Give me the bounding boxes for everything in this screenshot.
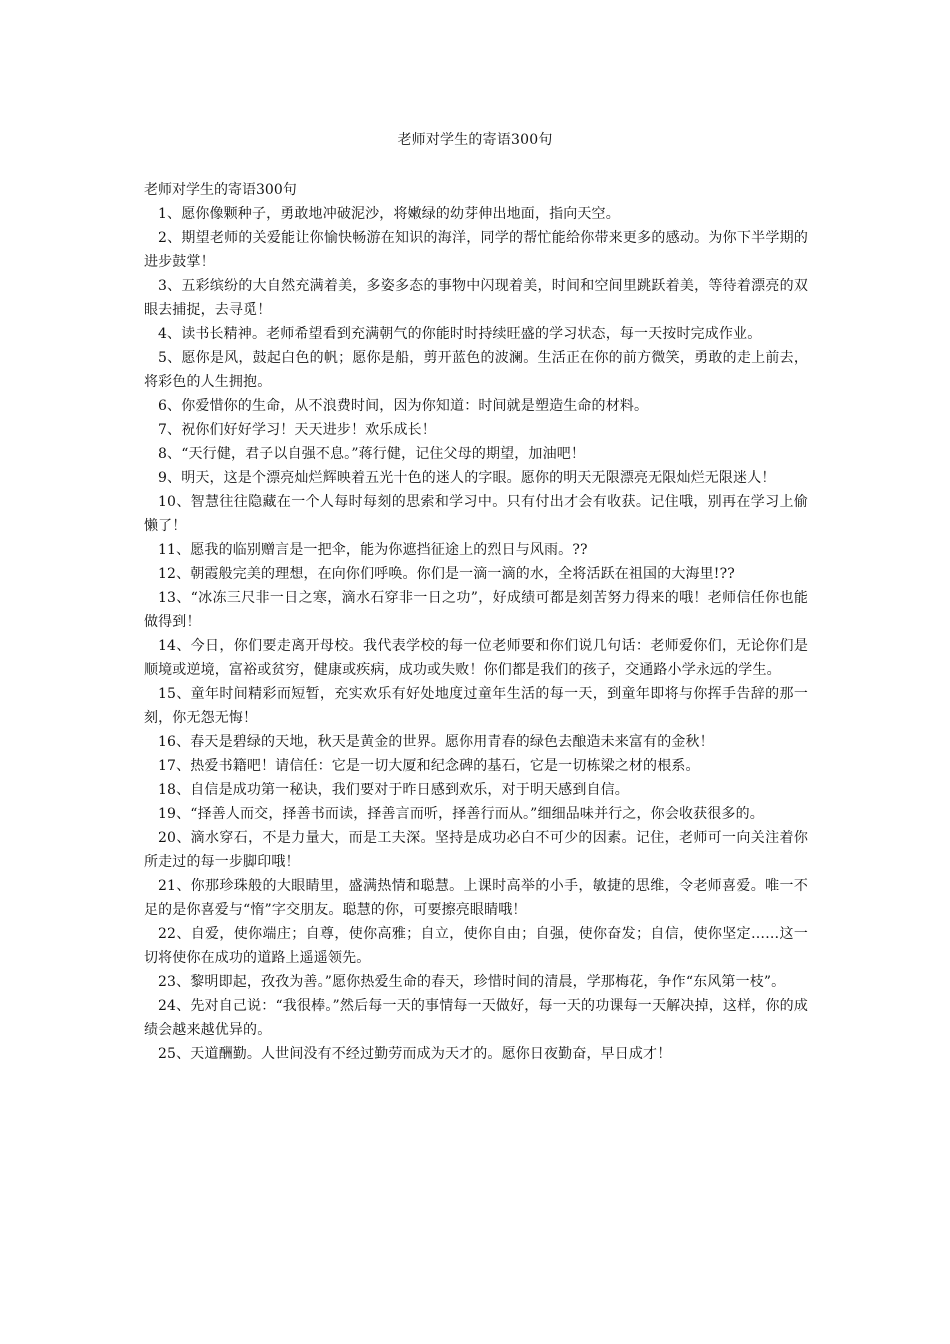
paragraph-2: 2、期望老师的关爱能让你愉快畅游在知识的海洋，同学的帮忙能给你带来更多的感动。为你下半学期的进步鼓掌！ xyxy=(144,230,808,270)
paragraph-25: 25、天道酬勤。人世间没有不经过勤劳而成为天才的。愿你日夜勤奋，早日成才！ xyxy=(158,1046,672,1062)
paragraph-21: 21、你那珍珠般的大眼睛里，盛满热情和聪慧。上课时高举的小手，敏捷的思维，令老师喜爱。唯一不足的是你喜爱与“惰”字交朋友。聪慧的你，可要擦亮眼睛哦！ xyxy=(144,878,808,918)
paragraph-6: 6、你爱惜你的生命，从不浪费时间，因为你知道：时间就是塑造生命的材料。 xyxy=(158,398,649,414)
paragraph-9: 9、明天，这是个漂亮灿烂辉映着五光十色的迷人的字眼。愿你的明天无限漂亮无限灿烂无限迷人！ xyxy=(158,470,776,486)
paragraph-5: 5、愿你是风，鼓起白色的帆；愿你是船，剪开蓝色的波澜。生活正在你的前方微笑，勇敢的走上前去，将彩色的人生拥抱。 xyxy=(144,350,808,390)
document-title: 老师对学生的寄语300句 xyxy=(397,132,553,148)
paragraph-8: 8、“天行健，君子以自强不息。”蒋行健，记住父母的期望，加油吧！ xyxy=(158,446,586,462)
paragraph-1: 1、愿你像颗种子，勇敢地冲破泥沙，将嫩绿的幼芽伸出地面，指向天空。 xyxy=(158,206,620,222)
paragraph-14: 14、今日，你们要走离开母校。我代表学校的每一位老师要和你们说几句话：老师爱你们，无论你们是顺境或逆境，富裕或贫穷，健康或疾病，成功或失败！你们都是我们的孩子，交通路小学永远的学生。 xyxy=(144,638,808,678)
paragraph-15: 15、童年时间精彩而短暂，充实欢乐有好处地度过童年生活的每一天，到童年即将与你挥手告辞的那一刻，你无怨无悔！ xyxy=(144,686,808,726)
paragraph-23: 23、黎明即起，孜孜为善。”愿你热爱生命的春天，珍惜时间的清晨，学那梅花，争作“东风第一枝”。 xyxy=(158,974,786,990)
paragraph-20: 20、滴水穿石，不是力量大，而是工夫深。坚持是成功必白不可少的因素。记住，老师可一向关注着你所走过的每一步脚印哦！ xyxy=(144,830,808,870)
paragraph-19: 19、“择善人而交，择善书而读，择善言而听，择善行而从。”细细品味并行之，你会收获很多的。 xyxy=(158,806,764,822)
paragraph-10: 10、智慧往往隐藏在一个人每时每刻的思索和学习中。只有付出才会有收获。记住哦，别再在学习上偷懒了！ xyxy=(144,494,808,534)
document-body xyxy=(144,178,808,1066)
body-heading: 老师对学生的寄语300句 xyxy=(144,182,297,198)
paragraph-22: 22、自爱，使你端庄；自尊，使你高雅；自立，使你自由；自强，使你奋发；自信，使你坚定……这一切将使你在成功的道路上遥遥领先。 xyxy=(144,926,808,966)
paragraph-16: 16、春天是碧绿的天地，秋天是黄金的世界。愿你用青春的绿色去酿造未来富有的金秋！ xyxy=(158,734,714,750)
paragraph-18: 18、自信是成功第一秘诀，我们要对于昨日感到欢乐，对于明天感到自信。 xyxy=(158,782,629,798)
paragraph-3: 3、五彩缤纷的大自然充满着美，多姿多态的事物中闪现着美，时间和空间里跳跃着美，等待着漂亮的双眼去捕捉，去寻觅！ xyxy=(144,278,808,318)
paragraph-7: 7、祝你们好好学习！天天进步！欢乐成长！ xyxy=(158,422,436,438)
paragraph-13: 13、“冰冻三尺非一日之寒，滴水石穿非一日之功”，好成绩可都是刻苦努力得来的哦！老师信任你也能做得到！ xyxy=(144,590,808,630)
paragraph-4: 4、读书长精神。老师希望看到充满朝气的你能时时持续旺盛的学习状态，每一天按时完成作业。 xyxy=(158,326,762,342)
paragraph-24: 24、先对自己说：“我很棒。”然后每一天的事情每一天做好，每一天的功课每一天解决掉，这样，你的成绩会越来越优异的。 xyxy=(144,998,808,1038)
paragraph-17: 17、热爱书籍吧！请信任：它是一切大厦和纪念碑的基石，它是一切栋梁之材的根系。 xyxy=(158,758,700,774)
paragraph-12: 12、朝霞般完美的理想，在向你们呼唤。你们是一滴一滴的水，全将活跃在祖国的大海里!?? xyxy=(158,566,735,582)
paragraph-11: 11、愿我的临别赠言是一把伞，能为你遮挡征途上的烈日与风雨。?? xyxy=(158,542,588,558)
